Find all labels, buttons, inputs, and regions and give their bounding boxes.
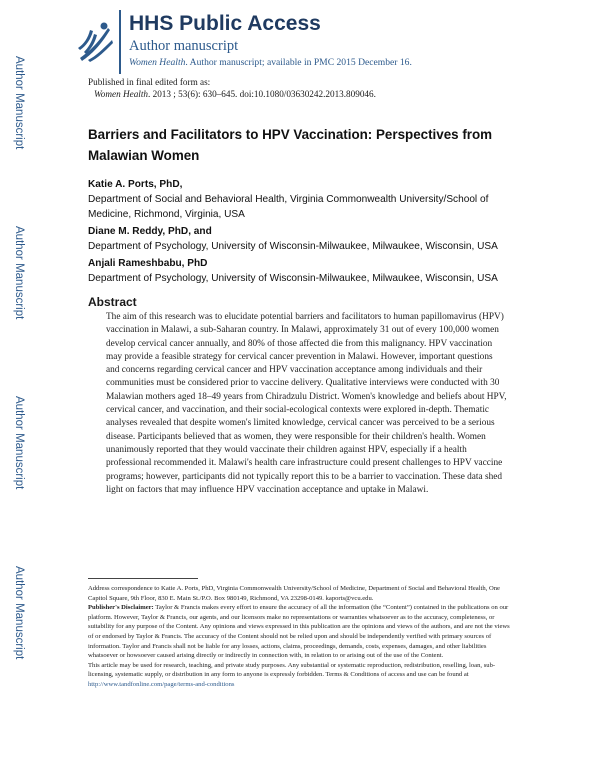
author-name: Diane M. Reddy, PhD, and (88, 226, 212, 237)
side-label-author-manuscript: Author Manuscript (13, 226, 25, 320)
header-divider (119, 10, 121, 74)
disclaimer-text: Taylor & Francis makes every effort to ensure the accuracy of all the information (the “Content”) contained in the publications on our platform. However, Taylor & Francis, our agents, and our licensors make no representations or warranties whatsoever as to the accuracy, completeness, or suitability for any purpose of the Content. Any opinions and views expressed in this publication are the opinions and views of the authors, and are not the views of or endorsed by Taylor & Francis. The accuracy of the Content should not be relied upon and should be independently verified with primary sources of information. Taylor and Francis shall not be liable for any losses, actions, claims, proceedings, demands, costs, expenses, damages, and other liabilities whatsoever or howsoever caused arising directly or indirectly in connection with, in relation to or arising out of the use of the Content. (88, 604, 510, 660)
author-name: Katie A. Ports, PhD, (88, 179, 183, 190)
hhs-public-access-title: HHS Public Access (129, 12, 321, 35)
published-final-form-label: Published in final edited form as: (88, 77, 211, 87)
availability-text: . Author manuscript; available in PMC 2015 December 16. (185, 57, 412, 68)
side-label-author-manuscript: Author Manuscript (13, 56, 25, 150)
author-affiliation: Department of Psychology, University of Wisconsin-Milwaukee, Milwaukee, Wisconsin, USA (88, 273, 498, 284)
abstract-text: The aim of this research was to elucidate potential barriers and facilitators to human papillomavirus (HPV) vaccination in Malawi, a sub-Saharan country. In Malawi, approximately 31 out of every 100,000 women develop cervical cancer annually, and 80% of those affected die from this malignancy. HPV vaccination may provide a feasible strategy for cervical cancer prevention in Malawi. However, important questions and concerns regarding cervical cancer and HPV vaccination acceptance among individuals and their communities must be considered prior to vaccine delivery. Qualitative interviews were conducted with 30 Malawian mothers aged 18–49 years from Chiradzulu District. Women's knowledge and beliefs about HPV, cervical cancer, and vaccination, and their social-ecological contexts were explored in-depth. Thematic analyses revealed that despite women's limited knowledge, cervical cancer was perceived to be a serious disease. Participants believed that as women, they were responsible for their children's health. Women unanimously reported that they would vaccinate their children against HPV, especially if a health professional recommended it. Malawi's health care infrastructure could present challenges to HPV vaccine programs; however, participants did not typically report this to be a barrier to vaccination. These data shed light on factors that may influence HPV vaccination acceptance and uptake in Malawi. (106, 312, 507, 495)
usage-terms (88, 661, 516, 690)
paper-title: Barriers and Facilitators to HPV Vaccination: Perspectives from Malawian Women (88, 127, 493, 163)
abstract-heading: Abstract (88, 295, 137, 309)
author-affiliation: Department of Psychology, University of Wisconsin-Milwaukee, Milwaukee, Wisconsin, USA (88, 241, 498, 252)
publisher-disclaimer (88, 603, 516, 661)
hhs-eagle-logo-icon (74, 18, 114, 64)
author-entry (88, 225, 498, 254)
side-label-author-manuscript: Author Manuscript (13, 396, 25, 490)
journal-name: Women Health (129, 57, 186, 68)
author-affiliation: Department of Social and Behavioral Health, Virginia Commonwealth University/School of Medicine, Richmond, Virginia, USA (88, 194, 489, 220)
author-entry (88, 257, 498, 286)
footnote-divider (88, 578, 198, 579)
citation-details: . 2013 ; 53(6): 630–645. doi:10.1080/03630242.2013.809046. (148, 89, 376, 99)
terms-link[interactable]: http://www.tandfonline.com/page/terms-and-conditions (88, 680, 235, 688)
correspondence-note: Address correspondence to Katie A. Ports, PhD, Virginia Commonwealth University/School of Medicine, Department of Social and Behavioral Health, One Capitol Square, 9th Floor, 830 E. Main St./P.O. Box 980149, Richmond, VA 23298-0149. kaports@vcu.edu. (88, 585, 500, 602)
usage-text: This article may be used for research, teaching, and private study purposes. Any substantial or systematic reproduction, redistribution, reselling, loan, sub-licensing, systematic supply, or distribution in any form to anyone is expressly forbidden. Terms & Conditions of access and use can be found at (88, 661, 496, 679)
author-manuscript-label: Author manuscript (129, 38, 239, 54)
citation-journal: Women Health (94, 89, 149, 99)
disclaimer-label: Publisher's Disclaimer: (88, 604, 154, 612)
side-label-author-manuscript: Author Manuscript (13, 566, 25, 660)
availability-line (129, 57, 412, 68)
citation-line (94, 89, 376, 99)
footnote-block (88, 584, 516, 690)
author-entry (88, 178, 508, 222)
author-name: Anjali Rameshbabu, PhD (88, 258, 208, 269)
